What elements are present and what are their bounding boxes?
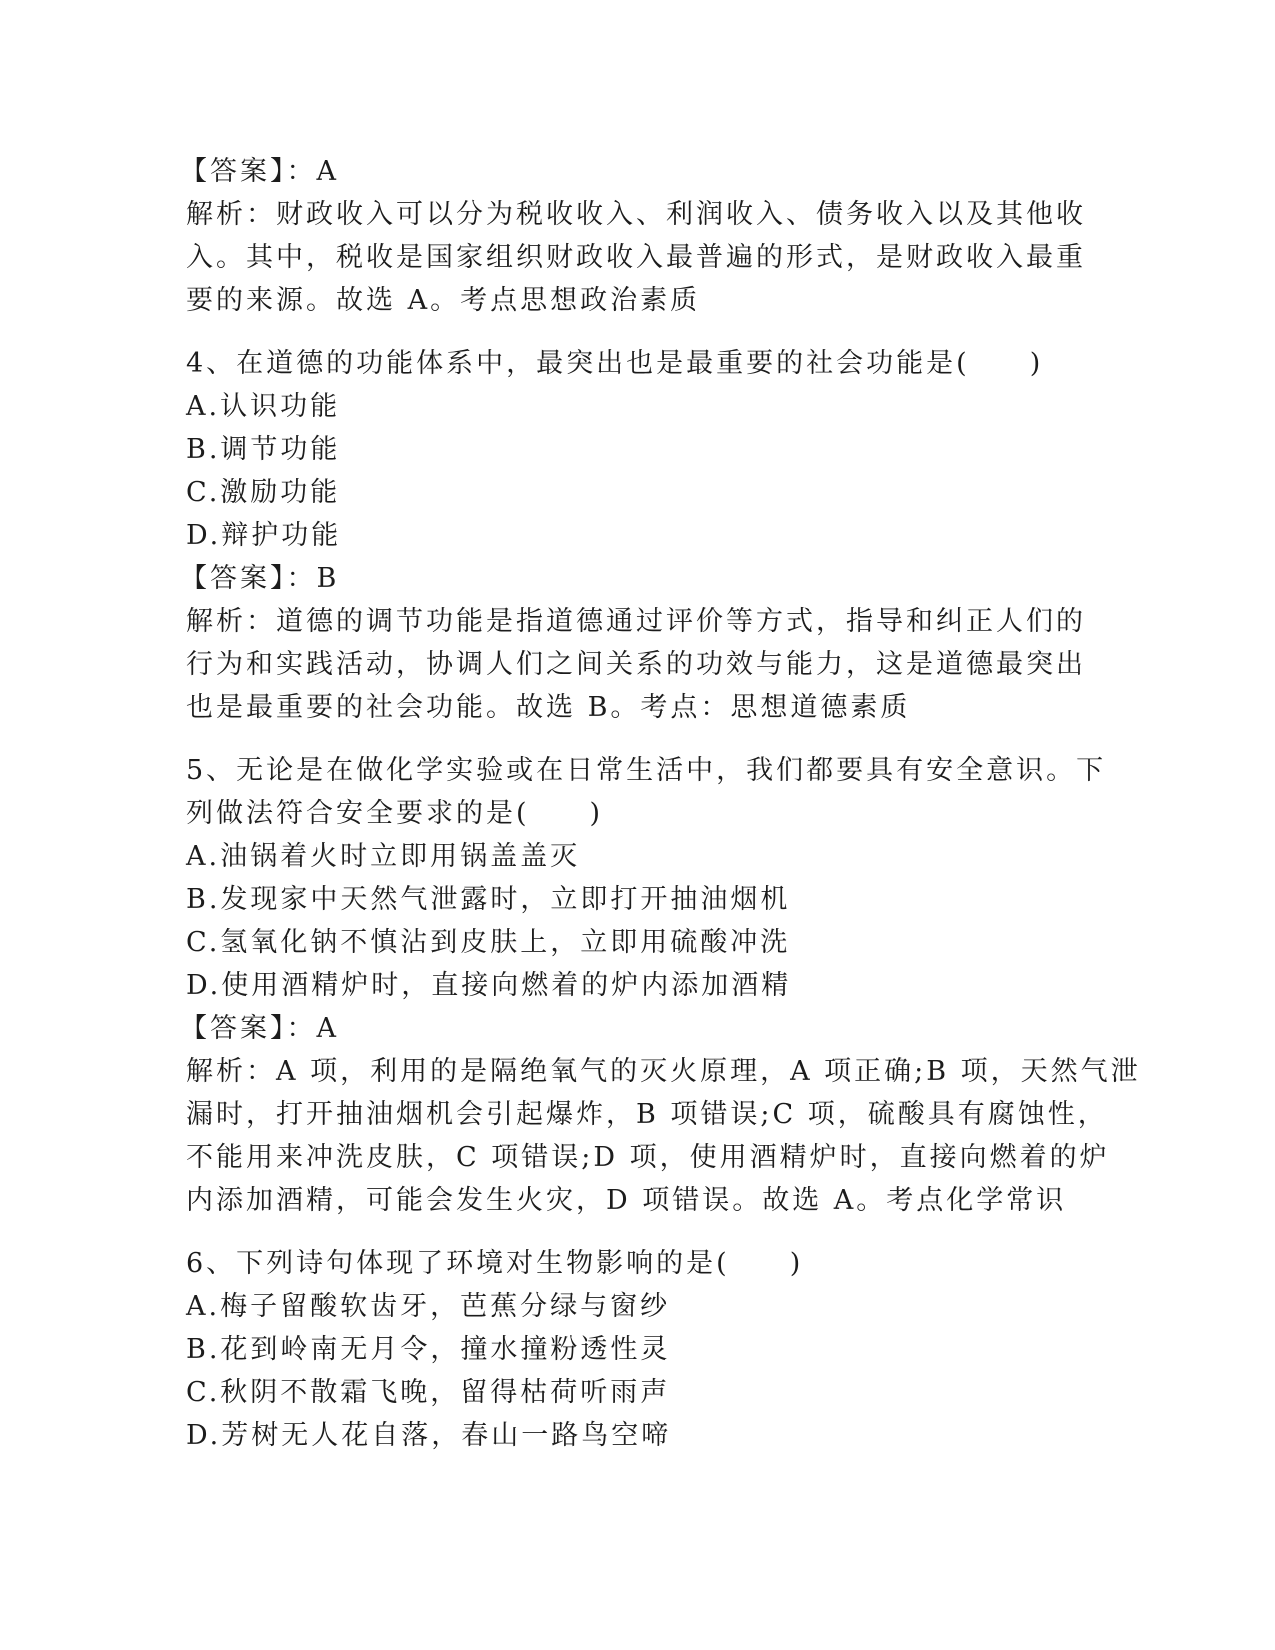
- q5-answer: 【答案】：A: [180, 1013, 339, 1044]
- q4-answer: 【答案】：B: [180, 563, 340, 594]
- q5-analysis-line-3: 不能用来冲洗皮肤，C 项错误;D 项，使用酒精炉时，直接向燃着的炉: [186, 1142, 1110, 1173]
- answer-prev: 【答案】：A: [180, 156, 339, 187]
- q5-analysis-line-2: 漏时，打开抽油烟机会引起爆炸，B 项错误;C 项，硫酸具有腐蚀性，: [186, 1099, 1108, 1130]
- analysis-prev-line-3: 要的来源。故选 A。考点思想政治素质: [186, 285, 701, 316]
- q6-option-d: D.芳树无人花自落，春山一路鸟空啼: [186, 1420, 672, 1451]
- q6-option-a: A.梅子留酸软齿牙，芭蕉分绿与窗纱: [186, 1291, 671, 1322]
- analysis-prev-line-2: 入。其中，税收是国家组织财政收入最普遍的形式，是财政收入最重: [186, 242, 1086, 273]
- q6-option-c: C.秋阴不散霜飞晚，留得枯荷听雨声: [186, 1377, 671, 1408]
- analysis-prev-line-1: 解析：财政收入可以分为税收收入、利润收入、债务收入以及其他收: [186, 199, 1086, 230]
- q4-option-d: D.辩护功能: [186, 520, 342, 551]
- q4-option-b: B.调节功能: [186, 434, 341, 465]
- q4-analysis-line-3: 也是最重要的社会功能。故选 B。考点：思想道德素质: [186, 692, 911, 723]
- document-page: [180, 150, 1141, 1457]
- q4-stem: 4、在道德的功能体系中，最突出也是最重要的社会功能是( ): [186, 348, 1044, 379]
- q5-option-c: C.氢氧化钠不慎沾到皮肤上，立即用硫酸冲洗: [186, 927, 791, 958]
- q5-option-d: D.使用酒精炉时，直接向燃着的炉内添加酒精: [186, 970, 792, 1001]
- q5-stem-line-1: 5、无论是在做化学实验或在日常生活中，我们都要具有安全意识。下: [186, 755, 1107, 786]
- q5-analysis-line-4: 内添加酒精，可能会发生火灾，D 项错误。故选 A。考点化学常识: [186, 1185, 1067, 1216]
- q5-analysis-line-1: 解析：A 项，利用的是隔绝氧气的灭火原理，A 项正确;B 项，天然气泄: [186, 1056, 1141, 1087]
- q5-option-b: B.发现家中天然气泄露时，立即打开抽油烟机: [186, 884, 791, 915]
- q5-stem-line-2: 列做法符合安全要求的是( ): [186, 798, 604, 829]
- q4-analysis-line-2: 行为和实践活动，协调人们之间关系的功效与能力，这是道德最突出: [186, 649, 1086, 680]
- q5-option-a: A.油锅着火时立即用锅盖盖灭: [186, 841, 581, 872]
- q4-analysis-line-1: 解析：道德的调节功能是指道德通过评价等方式，指导和纠正人们的: [186, 606, 1086, 637]
- q6-stem: 6、下列诗句体现了环境对生物影响的是( ): [186, 1248, 804, 1279]
- q6-option-b: B.花到岭南无月令，撞水撞粉透性灵: [186, 1334, 671, 1365]
- q4-option-a: A.认识功能: [186, 391, 341, 422]
- q4-option-c: C.激励功能: [186, 477, 341, 508]
